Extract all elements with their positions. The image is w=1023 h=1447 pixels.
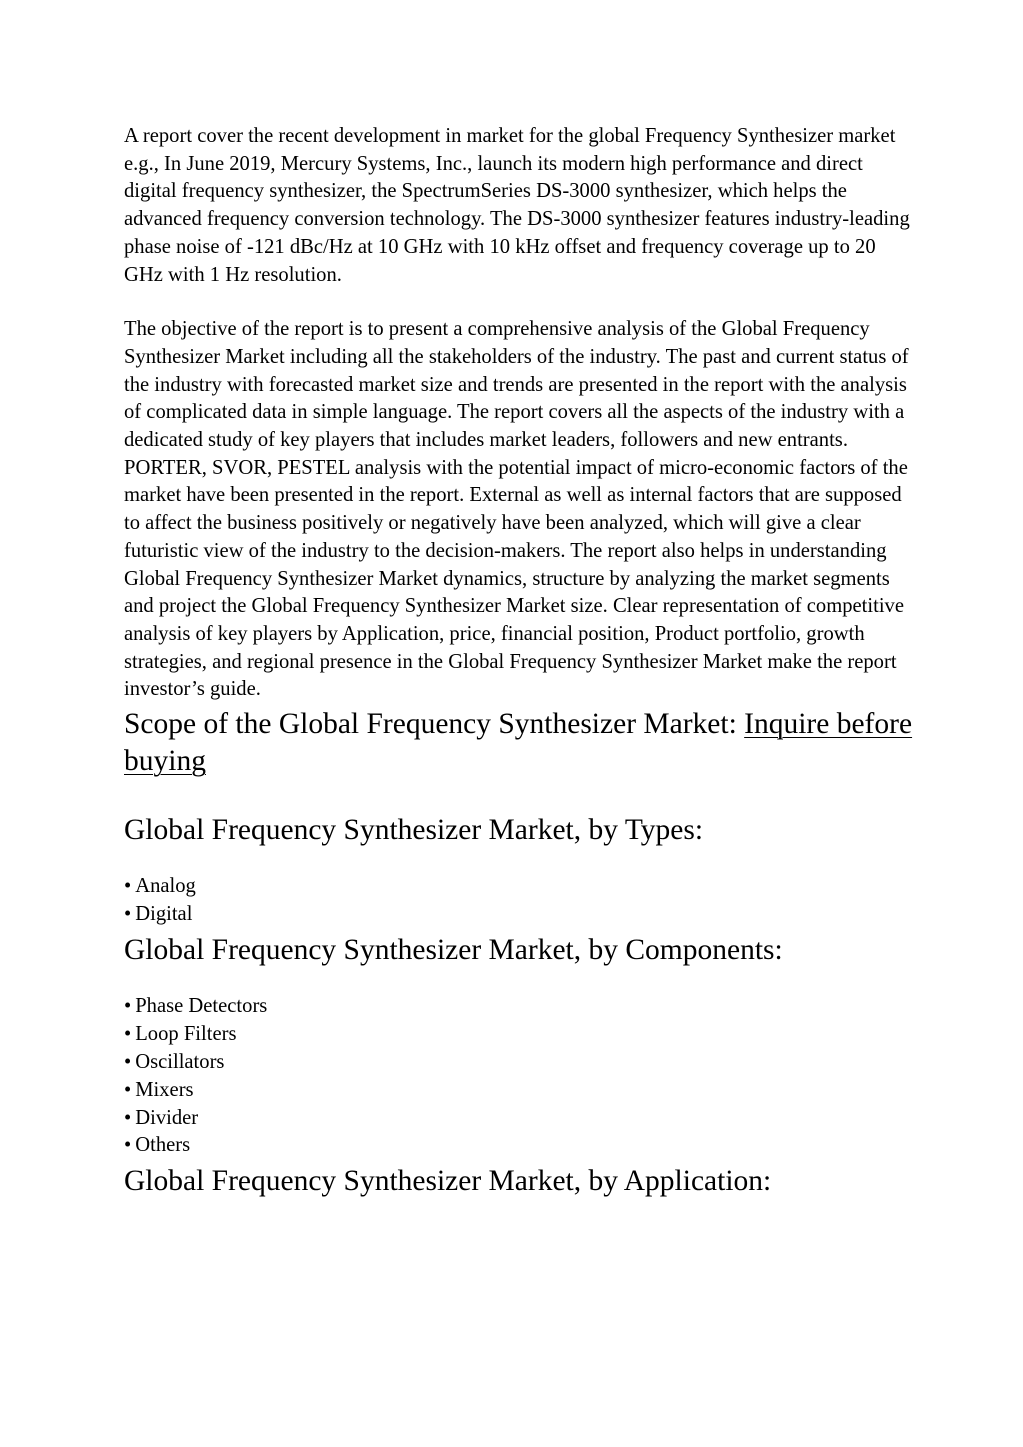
list-item: [124, 1049, 914, 1077]
list-item: [124, 993, 914, 1021]
components-list: [124, 993, 914, 1160]
list-item-label: Digital: [135, 902, 193, 925]
bullet-icon: •: [124, 1022, 132, 1045]
inquire-before-buying-link[interactable]: Inquire before buying: [124, 708, 913, 778]
list-item-label: Others: [135, 1134, 191, 1157]
list-item-label: Analog: [135, 875, 196, 898]
types-heading: Global Frequency Synthesizer Market, by Types:: [124, 814, 704, 847]
intro-paragraph: A report cover the recent development in market for the global Frequency Synthesizer market e.g., In June 2019, Mercury Systems, Inc., launch its modern high performance and direct digital frequency synthesizer, the SpectrumSeries DS-3000 synthesizer, which helps the advanced frequency conversion technology. The DS-3000 synthesizer features industry-leading phase noise of -121 dBc/Hz at 10 GHz with 10 kHz offset and frequency coverage up to 20 GHz with 1 Hz resolution.: [124, 125, 910, 286]
application-heading: Global Frequency Synthesizer Market, by Application:: [124, 1165, 772, 1198]
bullet-icon: •: [124, 1106, 132, 1129]
list-item-label: Oscillators: [135, 1050, 225, 1073]
list-item-label: Phase Detectors: [135, 994, 268, 1017]
list-item: [124, 901, 914, 929]
bullet-icon: •: [124, 994, 132, 1017]
components-heading: Global Frequency Synthesizer Market, by Components:: [124, 933, 783, 966]
types-list: [124, 873, 914, 929]
list-item: [124, 1132, 914, 1160]
bullet-icon: •: [124, 1078, 132, 1101]
list-item: [124, 1077, 914, 1105]
list-item: [124, 1105, 914, 1133]
objective-paragraph: The objective of the report is to present a comprehensive analysis of the Global Frequency Synthesizer Market including all the stakeholders of the industry. The past and current status of the industry with forecasted market size and trends are presented in the report with the analysis of complicated data in simple language. The report covers all the aspects of the industry with a dedicated study of key players that includes market leaders, followers and new entrants. PORTER, SVOR, PESTEL analysis with the potential impact of micro-economic factors of the market have been presented in the report. External as well as internal factors that are supposed to affect the business positively or negatively have been analyzed, which will give a clear futuristic view of the industry to the decision-makers. The report also helps in understanding Global Frequency Synthesizer Market dynamics, structure by analyzing the market segments and project the Global Frequency Synthesizer Market size. Clear representation of competitive analysis of key players by Application, price, financial position, Product portfolio, growth strategies, and regional presence in the Global Frequency Synthesizer Market make the report investor’s guide.: [124, 318, 909, 701]
list-item-label: Loop Filters: [135, 1022, 237, 1045]
document-page: [124, 123, 914, 1200]
bullet-icon: •: [124, 1050, 132, 1073]
list-item: [124, 1021, 914, 1049]
list-item-label: Divider: [135, 1106, 199, 1129]
list-item: [124, 873, 914, 901]
list-item-label: Mixers: [135, 1078, 194, 1101]
bullet-icon: •: [124, 875, 132, 898]
scope-heading-text: Scope of the Global Frequency Synthesizer Market:: [124, 708, 737, 741]
scope-heading: [124, 706, 914, 780]
bullet-icon: •: [124, 902, 132, 925]
bullet-icon: •: [124, 1134, 132, 1157]
